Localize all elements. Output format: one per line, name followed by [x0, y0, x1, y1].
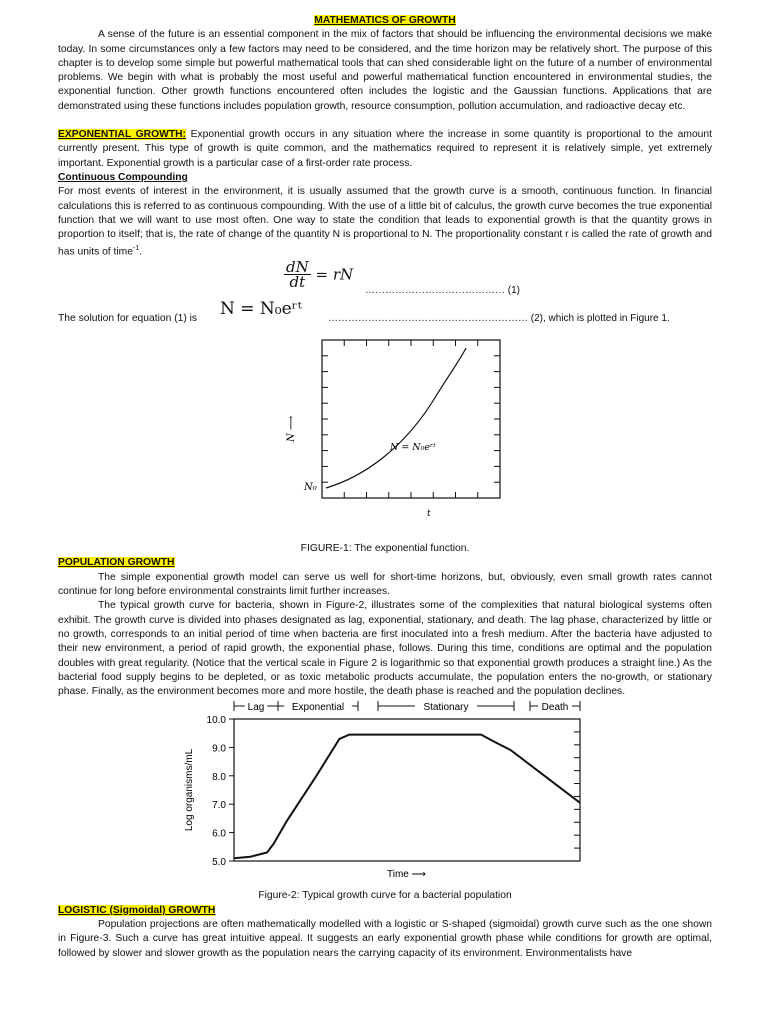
- growth-curve: [234, 735, 580, 859]
- figure-1: [58, 336, 712, 542]
- population-heading-row: [58, 556, 712, 570]
- figure-2: [58, 699, 712, 889]
- population-paragraph-1: The simple exponential growth model can serve us well for short-time horizons, but, obviously, even small growth rates cannot continue for long before environmental constraints limit further increases.: [58, 571, 712, 598]
- exponential-curve: [326, 348, 466, 488]
- fig1-x-label: t: [427, 509, 431, 520]
- logistic-paragraph: Population projections are often mathematically modelled with a logistic or S-shaped (sigmoidal) growth curve such as the one shown in Figure-3. Such a curve has great intuitive appeal. It suggests an early exponential growth phase while conditions for growth are optimal, followed by slower and slower growth as the population nears the carrying capacity of its environment. Environmentalists have: [58, 919, 712, 959]
- x-axis-label: Time ⟶: [387, 869, 426, 881]
- phase-label-stationary: Stationary: [423, 702, 469, 714]
- figure-1-caption: FIGURE-1: The exponential function.: [300, 543, 470, 555]
- y-tick-label: 10.0: [206, 715, 226, 727]
- equation-1: $\frac{dN}{dt}$ = rN …………………………………… (1): [286, 258, 520, 297]
- logistic-heading-row: [58, 904, 712, 918]
- y-axis-label: Log organisms/mL: [184, 749, 195, 832]
- fig1-curve-label: N = N₀eʳᵗ: [390, 442, 436, 454]
- document-page: [58, 14, 712, 961]
- population-paragraph-2: The typical growth curve for bacteria, shown in Figure-2, illustrates some of the complexities that natural biological systems often exhibit. The growth curve is divided into phases designated as lag, exponential, stationary, and death. The lag phase, characterized by little or no growth, corresponds to an initial period of time when bacteria are first inoculated into a fresh medium. After the bacteria have adjusted to their new environment, a period of rapid growth, the exponential phase, follows. During this time, conditions are optimal and the population doubles with great regularity. (Notice that the vertical scale in Figure 2 is logarithmic so that exponential growth produces a straight line.) As the bacterial food supply begins to be depleted, or as toxic metabolic products accumulate, the population enters the no-growth, or stationary phase. Finally, as the environment becomes more and more hostile, the death phase is reached and the population declines.: [58, 600, 712, 698]
- y-tick-label: 6.0: [212, 829, 226, 841]
- y-tick-label: 5.0: [212, 857, 226, 869]
- bacterial-growth-chart: [178, 699, 598, 889]
- figure-2-caption: Figure-2: Typical growth curve for a bacterial population: [258, 890, 512, 902]
- exponential-heading: EXPONENTIAL GROWTH:: [58, 129, 186, 141]
- fig1-y-label: N ⟶: [286, 415, 297, 443]
- phase-label-death: Death: [541, 702, 569, 714]
- y-tick-label: 7.0: [212, 800, 226, 812]
- plot-frame: [234, 719, 580, 861]
- equation-2: The solution for equation (1) is N = N₀eʳᵗ …………………………………………………… (2), which is plotted in Figure 1.: [58, 299, 670, 325]
- phase-label-exponential: Exponential: [291, 702, 345, 714]
- intro-paragraph: A sense of the future is an essential component in the mix of factors that should be influencing the environmental decisions we make today. In some circumstances only a few factors may need to be considered, and the time horizon may be relatively short. The purpose of this chapter is to develop some simple but powerful mathematical tools that can shed considerable light on the future of a number of environmental problems. We begin with what is probably the most useful and powerful mathematical function encountered in environmental studies, the exponential function. Other growth functions encountered often includes the logistic and the Gaussian functions. Applications that are demonstrated using these functions includes population growth, resource consumption, pollution accumulation, and radioactive decay etc.: [58, 29, 712, 112]
- fig1-n0-label: N₀: [304, 482, 317, 494]
- page-title: MATHEMATICS OF GROWTH: [314, 15, 456, 26]
- logistic-heading: LOGISTIC (Sigmoidal) GROWTH: [58, 904, 216, 916]
- continuous-compounding-heading: Continuous Compounding: [58, 171, 188, 183]
- phase-label-lag: Lag: [247, 702, 265, 714]
- exponential-plot: [286, 336, 526, 542]
- y-tick-label: 8.0: [212, 772, 226, 784]
- exponential-paragraph: EXPONENTIAL GROWTH: Exponential growth occurs in any situation where the increase in some quantity is proportional to the amount currently present. This type of growth is quite common, and the mathematics required to represent it is relatively simple, yet extremely important. Exponential growth is a particular case of a first-order rate process.: [58, 129, 712, 169]
- y-tick-label: 9.0: [212, 743, 226, 755]
- population-heading: POPULATION GROWTH: [58, 557, 175, 569]
- continuous-compounding-paragraph: For most events of interest in the environment, it is usually assumed that the growth curve is a smooth, continuous function. In financial calculations this is referred to as continuous compounding. With the use of a little bit of calculus, the growth curve becomes the true exponential function that we will want to use most often. One way to state the condition that leads to exponential growth is that the quantity grows in proportion to itself; that is, the rate of change of the quantity N is proportional to N. The proportionality constant r is called the rate of growth and has units of time$^{-1}$.: [58, 186, 712, 258]
